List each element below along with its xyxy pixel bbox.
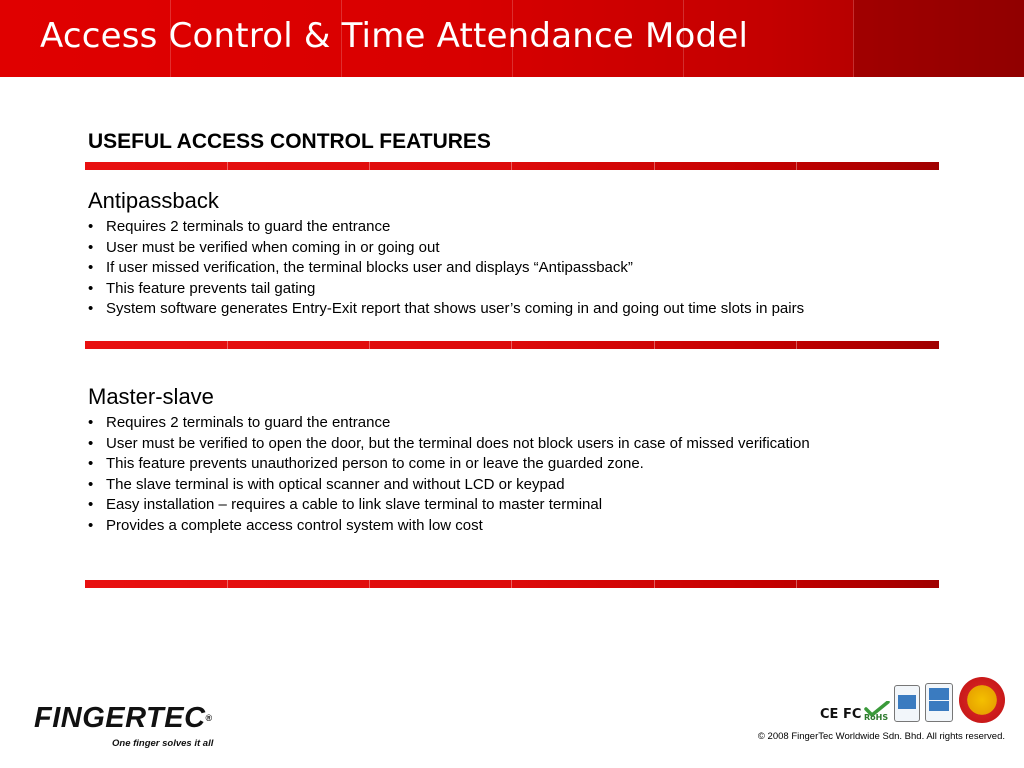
list-item: • The slave terminal is with optical scanner and without LCD or keypad bbox=[88, 475, 810, 496]
bullet-icon: • bbox=[88, 238, 94, 256]
bullet-icon: • bbox=[88, 279, 94, 297]
slide-title: Access Control & Time Attendance Model bbox=[40, 16, 749, 56]
logo-tagline: One finger solves it all bbox=[112, 738, 214, 749]
bullet-icon: • bbox=[88, 300, 94, 317]
bullet-icon: • bbox=[88, 516, 94, 534]
hardware-badge-icon bbox=[925, 683, 953, 722]
certification-badge-icon bbox=[894, 685, 920, 722]
list-item: • This feature prevents unauthorized person to come in or leave the guarded zone. bbox=[88, 454, 810, 475]
bullet-icon: • bbox=[88, 434, 94, 452]
rohs-badge-icon: RoHS bbox=[862, 701, 892, 723]
section-heading: USEFUL ACCESS CONTROL FEATURES bbox=[88, 130, 491, 153]
banner-shade bbox=[854, 0, 1024, 77]
list-item: • This feature prevents tail gating bbox=[88, 279, 804, 300]
bullet-icon: • bbox=[88, 475, 94, 493]
list-item: • If user missed verification, the terminal blocks user and displays “Antipassback” bbox=[88, 258, 804, 279]
bullet-icon: • bbox=[88, 414, 94, 431]
list-item: • Requires 2 terminals to guard the entrance bbox=[88, 413, 810, 434]
feature-list bbox=[88, 413, 810, 536]
feature-title: Master-slave bbox=[88, 384, 214, 409]
bullet-icon: • bbox=[88, 496, 94, 513]
list-item: • Requires 2 terminals to guard the entrance bbox=[88, 217, 804, 238]
list-item: • System software generates Entry-Exit report that shows user’s coming in and going out time slots in pairs bbox=[88, 299, 804, 320]
fingertec-logo bbox=[34, 703, 234, 749]
logo-wordmark: FINGERTEC® bbox=[34, 702, 213, 734]
fcc-mark-icon: FC bbox=[843, 707, 862, 722]
feature-master-slave bbox=[88, 384, 810, 536]
list-item: • Provides a complete access control system with low cost bbox=[88, 516, 810, 537]
feature-list bbox=[88, 217, 804, 320]
section-divider bbox=[85, 162, 939, 170]
copyright-notice: © 2008 FingerTec Worldwide Sdn. Bhd. All rights reserved. bbox=[757, 731, 1005, 742]
feature-title: Antipassback bbox=[88, 188, 219, 213]
bullet-icon: • bbox=[88, 218, 94, 235]
bullet-icon: • bbox=[88, 259, 94, 276]
ce-mark-icon: CE bbox=[820, 707, 839, 722]
feature-antipassback bbox=[88, 188, 804, 320]
list-item: • Easy installation – requires a cable to link slave terminal to master terminal bbox=[88, 495, 810, 516]
list-item: • User must be verified when coming in or going out bbox=[88, 238, 804, 259]
list-item: • User must be verified to open the door, but the terminal does not block users in case of missed verification bbox=[88, 434, 810, 455]
section-divider bbox=[85, 580, 939, 588]
section-divider bbox=[85, 341, 939, 349]
header-banner bbox=[0, 0, 1024, 77]
bullet-icon: • bbox=[88, 455, 94, 472]
made-in-malaysia-badge-icon bbox=[959, 677, 1005, 723]
